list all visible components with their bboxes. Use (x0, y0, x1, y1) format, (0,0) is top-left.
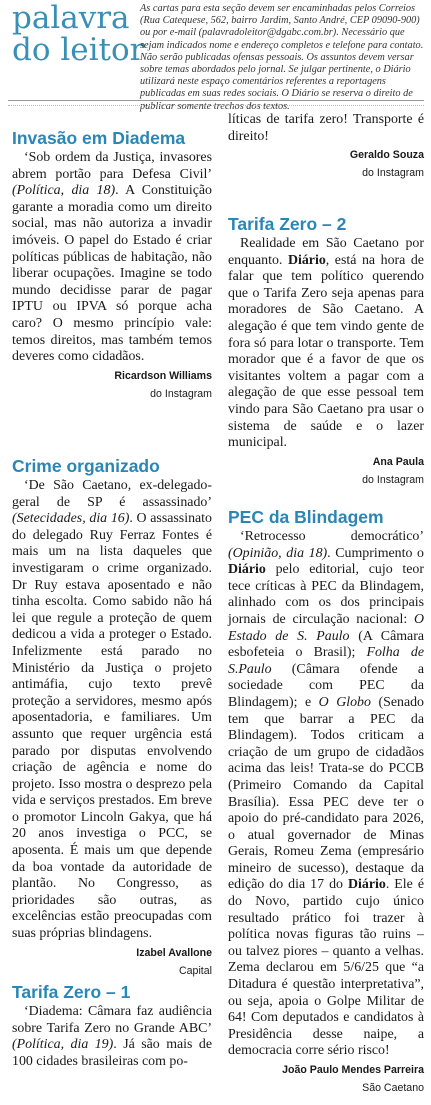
letter-title: Tarifa Zero – 1 (12, 982, 131, 1002)
letter-body: ‘Retrocesso democrático’ (Opinião, dia 18). Cumprimento o Diário pelo editorial, cujo teor tece críticas à PEC da Blindagem, alinhado com os dos principais jornais de circulação nacional: O Estado de S. Paulo (A Câmara esbofeteia o Brasil); Folha de S.Paulo (Câmara ofende a sociedade com PEC da Blindagem); e O Globo (Senado tem que barrar a PEC da Blindagem). Todos criticam a criação de um grupo de cidadãos acima das leis! Trata-se do PCCB (Primeiro Comando da Capital Brasília). Essa PEC deve ter o apoio do pré-candidato para 2026, o atual governador de Minas Gerais, Romeu Zema (empresário mineiro de sucesso), destaque da edição do dia 17 do Diário. Ele é do Novo, partido cujo único resultado prático foi trazer à política novas figuras tão ruins – ou talvez piores – quanto a velhas. Zema declarou em 5/6/25 que “a Ditadura é questão interpretativa”, ou seja, apoia o Golpe Militar de 64! Com deputados e candidatos à Presidência desse naipe, a democracia corre sério risco! (228, 529, 424, 1059)
letter-location: do Instagram (362, 473, 424, 486)
section-title-line2: do leitor (12, 32, 145, 68)
letter-pec-blindagem (228, 507, 424, 1105)
section-title (12, 2, 144, 66)
letter-tarifa-zero-1-continued (228, 112, 424, 190)
letter-author: Ana Paula (372, 455, 424, 468)
letter-title: Crime organizado (12, 456, 160, 476)
letter-body: ‘Sob ordem da Justiça, invasores abrem portão para Defesa Civil’ (Política, dia 18). A Constituição garante a moradia como um direito social, mas não autoriza a invadir imóveis. O papel do Estado é criar políticas públicas de habitação, não liberar ocupações. Imagine se todo mundo decidisse parar de pagar IPTU ou IPVA só porque acha caro? O mesmo princípio vale: temos direitos, mas também temos deveres como cidadãos. (12, 150, 212, 365)
letter-author: João Paulo Mendes Parreira (282, 1064, 424, 1076)
section-header (0, 0, 431, 112)
letter-title: Invasão em Diadema (12, 128, 186, 148)
letter-title: Tarifa Zero – 2 (228, 214, 347, 234)
letter-location: Capital (179, 964, 212, 977)
letter-body: ‘De São Caetano, ex-delegado-geral de SP é assassinado’ (Setecidades, dia 16). O assassinato do delegado Ruy Ferraz Fontes é mais um na lista daqueles que investigaram o crime organizado. Dr Ruy estava aposentado e não tinha escolta. Como sabido não há lei que regule a proteção de quem dedicou a vida a proteger o Estado. Infelizmente está parado no Ministério da Justiça o projeto antimáfia, cujo texto prevê proteção a servidores, mesmo após aposentadoria, e familiares. Um assunto que requer urgência está parado por disputas envolvendo criação de agência e nome do projeto. Isso mostra o desprezo pela vida e serviços prestados. Em breve o promotor Lincoln Gakya, que há 20 anos investiga o PCC, se aposenta. É mais um que depende da boa vontade da autoridade de plantão. No Congresso, as prioridades são outras, as excelências estão preocupadas com suas próprias blindagens. (12, 478, 212, 942)
letter-author: Ricardson Williams (114, 369, 212, 382)
letter-location: São Caetano (362, 1082, 424, 1094)
letter-body-continuation: líticas de tarifa zero! Transporte é direito! (228, 112, 424, 144)
letter-invasao-diadema (12, 128, 212, 411)
letter-tarifa-zero-2 (228, 214, 424, 497)
letter-location: do Instagram (150, 387, 212, 400)
header-dotted-divider (8, 105, 424, 106)
letter-author: Izabel Avallone (136, 946, 212, 959)
letter-body: ‘Diadema: Câmara faz audiência sobre Tarifa Zero no Grande ABC’ (Política, dia 19). Já são mais de 100 cidades brasileiras com po- (12, 1004, 212, 1069)
submission-guidelines: As cartas para esta seção devem ser encaminhadas pelos Correios (Rua Catequese, 562, bairro Jardim, Santo André, CEP 09090-900) ou por e-mail (palavradoleitor@dgabc.com.br). Necessário que sejam indicados nome e endereço completos e telefone para contato. Não serão publicadas ofensas pessoais. Os assuntos devem versar sobre temas abordados pelo jornal. Se julgar pertinente, o Diário utilizará neste espaço comentários referentes a reportagens publicadas em suas redes sociais. O Diário se reserva o direito de publicar somente trechos dos textos. (140, 3, 424, 112)
header-divider (8, 100, 424, 101)
letter-crime-organizado (12, 456, 212, 988)
letter-author: Geraldo Souza (349, 149, 424, 162)
letter-tarifa-zero-1 (12, 982, 212, 1070)
letter-title: PEC da Blindagem (228, 507, 384, 527)
letter-location: do Instagram (362, 167, 424, 180)
section-title-line1: palavra (12, 0, 130, 36)
letter-body: Realidade em São Caetano por enquanto. Diário, está na hora de falar que tem político querendo que o Tarifa Zero seja apenas para moradores de São Caetano. A alegação é que tem vindo gente de fora só para lotar o transporte. Tem morador que é a favor de que os visitantes voltem a pagar com a alegação de que esse pessoal tem vindo para São Caetano pra usar o sistema de saúde e o lazer municipal. (228, 236, 424, 451)
